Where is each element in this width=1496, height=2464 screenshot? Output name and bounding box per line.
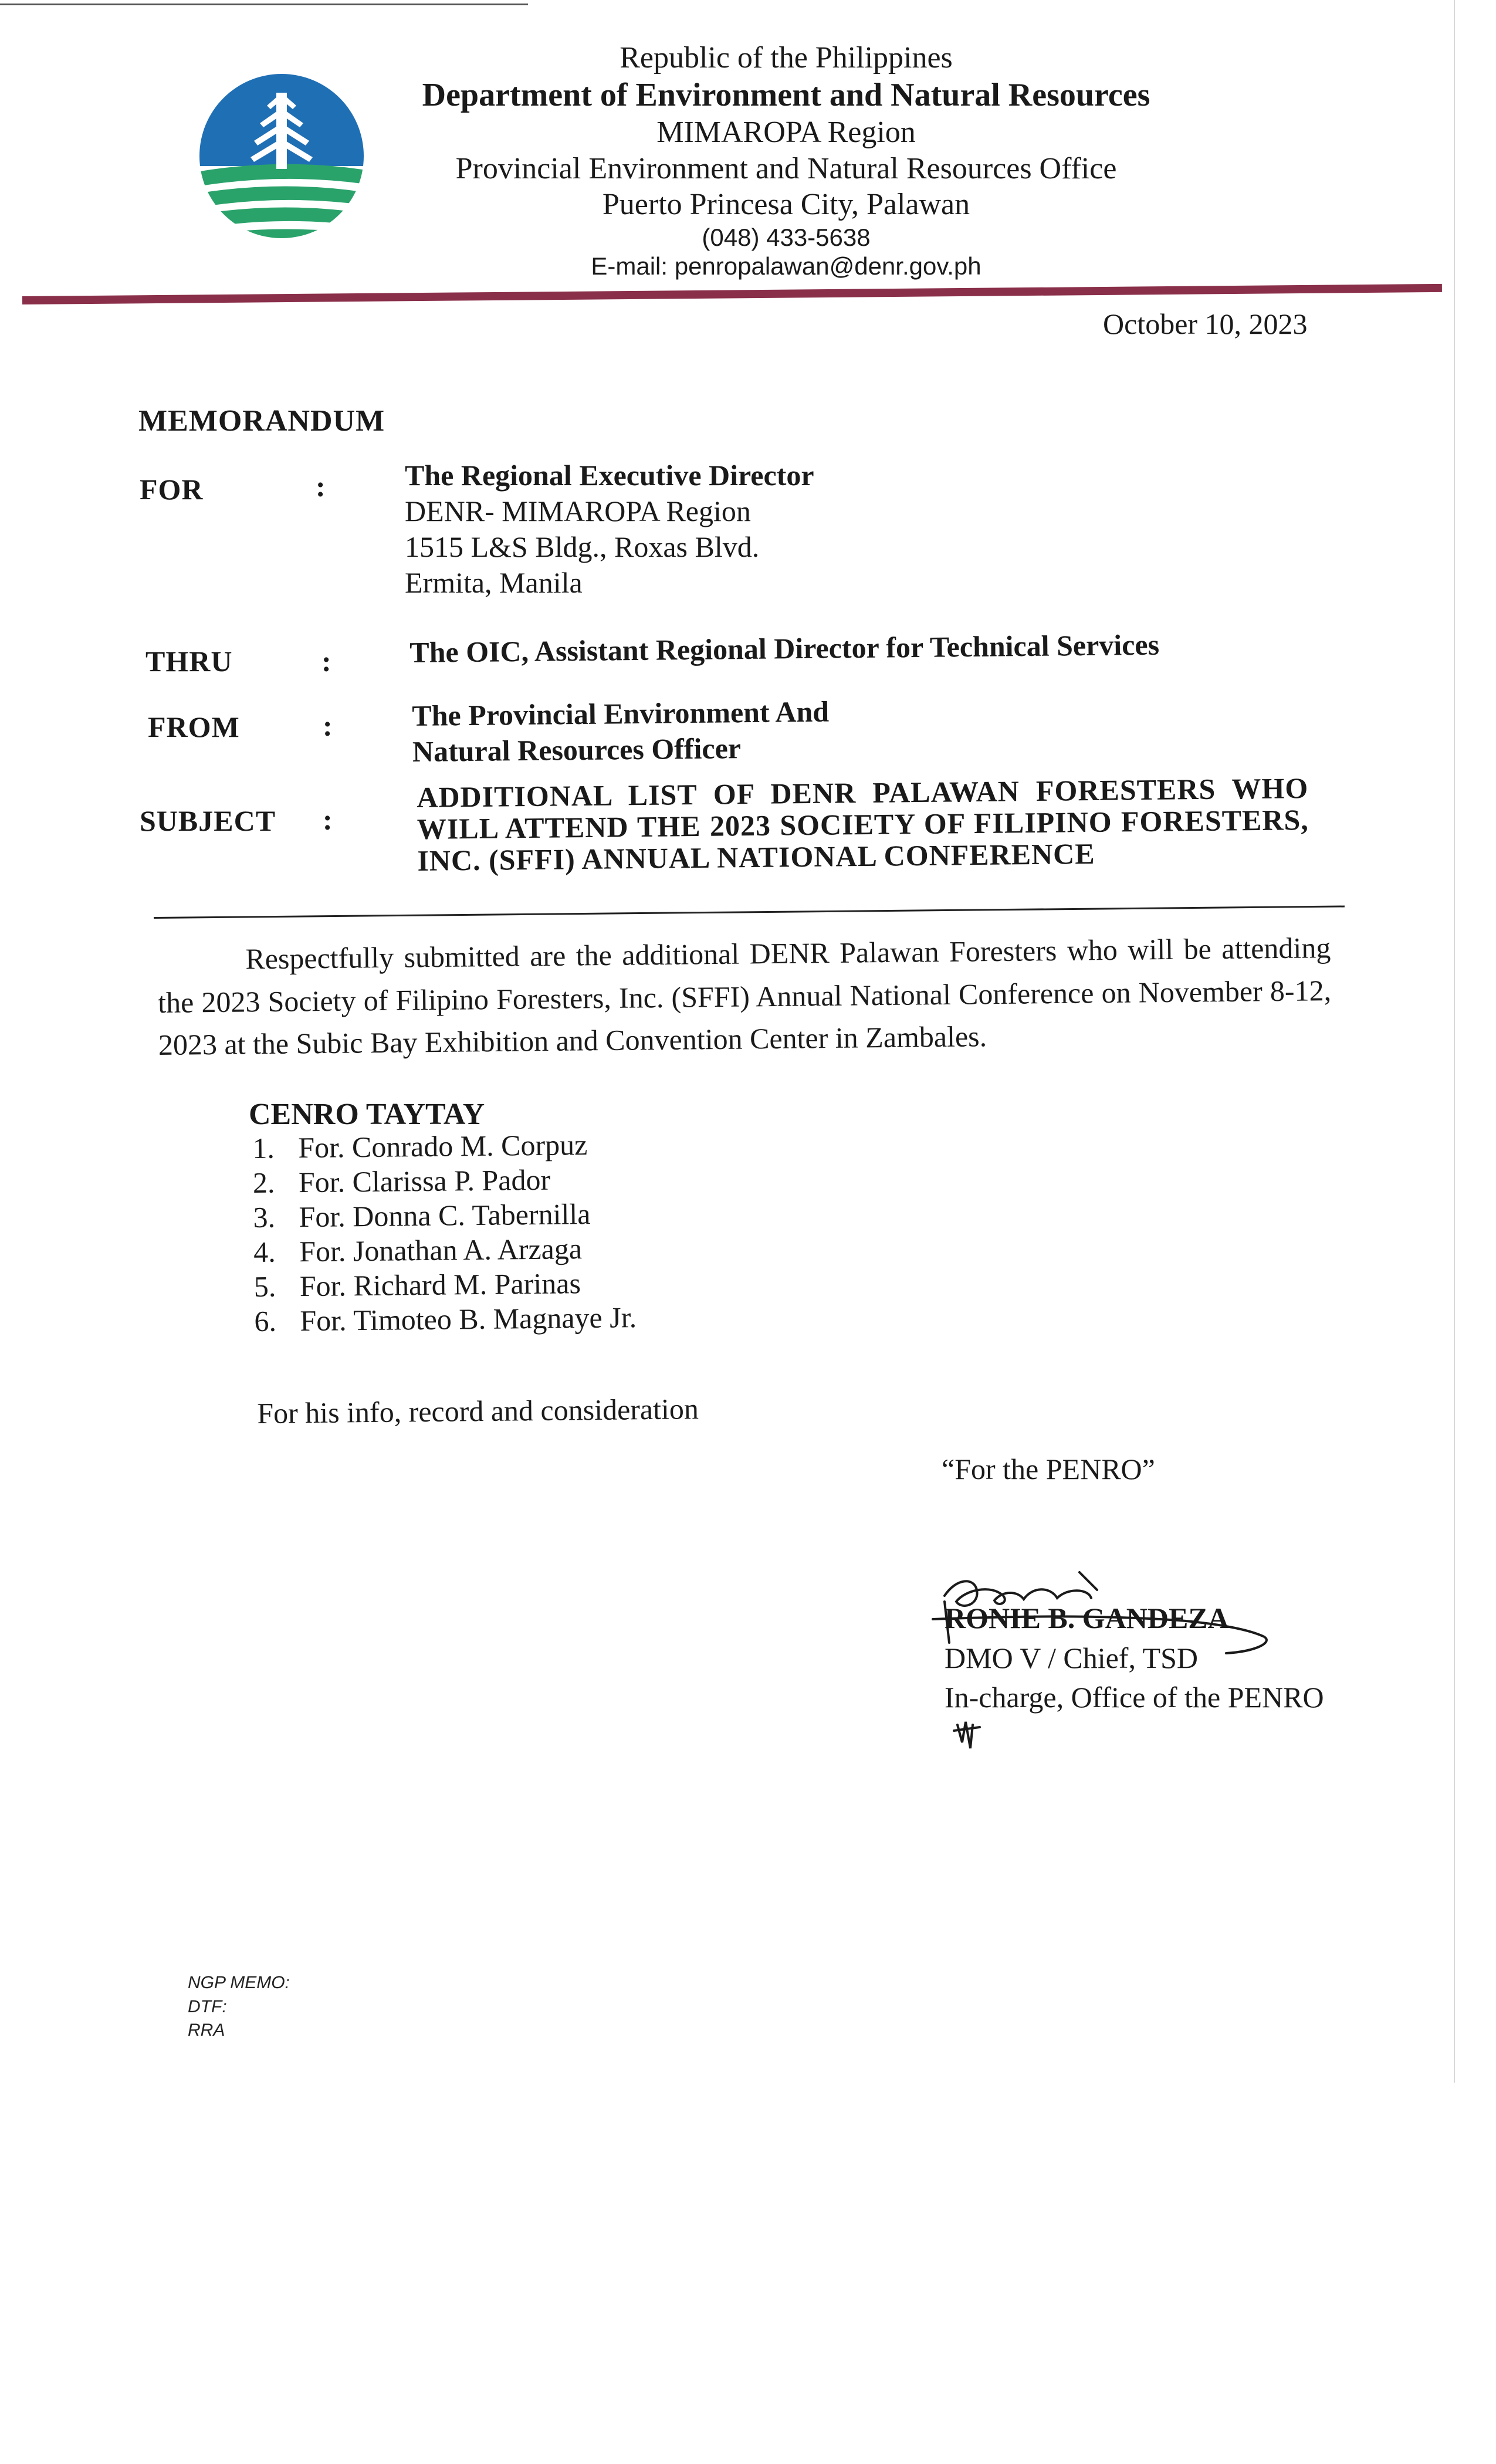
footnote-line: RRA: [188, 2020, 225, 2040]
header-email: E-mail: penropalawan@denr.gov.ph: [591, 252, 981, 280]
footnote-line: NGP MEMO:: [188, 1973, 290, 1992]
header-phone: (048) 433-5638: [702, 223, 871, 251]
list-item-name: For. Donna C. Tabernilla: [299, 1197, 591, 1234]
signatory-name: RONIE B. GANDEZA: [945, 1602, 1229, 1634]
list-item: [253, 1196, 635, 1235]
header-city: Puerto Princesa City, Palawan: [602, 188, 970, 222]
signatory-block: [945, 1599, 1324, 1718]
from-line: Natural Resources Officer: [412, 732, 742, 768]
list-item: [254, 1300, 637, 1339]
for-colon: :: [316, 470, 326, 503]
list-item-number: 2.: [252, 1166, 275, 1199]
letterhead-divider: [22, 284, 1442, 304]
body-paragraph: Respectfully submitted are the additional DENR Palawan Foresters who will be attending the 2023 Society of Filipino Foresters, Inc. (SFFI) Annual National Conference on November 8-12, 2023 at the Subic Bay Exhibition and Convention Center in Zambales.: [157, 931, 1332, 1061]
subject-value: ADDITIONAL LIST OF DENR PALAWAN FORESTERS WHO WILL ATTEND THE 2023 SOCIETY OF FILIPINO FORESTERS, INC. (SFFI) ANNUAL NATIONAL CONFERENCE: [416, 771, 1309, 877]
thru-colon: :: [321, 645, 331, 678]
for-recipient: [405, 458, 814, 601]
list-item-name: For. Clarissa P. Pador: [298, 1163, 551, 1199]
for-line: Ermita, Manila: [405, 566, 583, 599]
for-penro-line: “For the PENRO”: [942, 1453, 1155, 1485]
from-value: [412, 694, 830, 770]
list-item-number: 1.: [252, 1131, 275, 1165]
list-item-name: For. Richard M. Parinas: [299, 1267, 581, 1303]
list-item: [253, 1162, 635, 1200]
foresters-list: [252, 1127, 637, 1339]
footnote-line: DTF:: [188, 1996, 227, 2016]
from-line: The Provincial Environment And: [412, 695, 830, 732]
for-label: FOR: [140, 473, 204, 506]
list-item: [252, 1127, 635, 1166]
for-line: The Regional Executive Director: [405, 459, 814, 492]
list-item-number: 4.: [253, 1235, 276, 1268]
header-republic: Republic of the Philippines: [620, 41, 953, 75]
header-department: Department of Environment and Natural Resources: [422, 77, 1150, 114]
from-label: FROM: [148, 710, 240, 743]
memo-title: MEMORANDUM: [138, 404, 385, 438]
signatory-position: DMO V / Chief, TSD: [945, 1641, 1199, 1674]
subject-label: SUBJECT: [140, 804, 276, 837]
signatory-role: In-charge, Office of the PENRO: [945, 1681, 1324, 1714]
list-item-name: For. Conrado M. Corpuz: [298, 1128, 588, 1165]
list-item-name: For. Timoteo B. Magnaye Jr.: [300, 1301, 637, 1338]
thru-label: THRU: [145, 645, 233, 678]
closing-line: For his info, record and consideration: [257, 1392, 699, 1430]
for-line: DENR- MIMAROPA Region: [405, 495, 751, 527]
list-item-name: For. Jonathan A. Arzaga: [299, 1232, 583, 1268]
scan-artifact-right-edge: [1454, 0, 1455, 2083]
header-office: Provincial Environment and Natural Resources Office: [455, 151, 1117, 185]
list-item-number: 5.: [253, 1270, 276, 1303]
list-item: [253, 1265, 636, 1304]
scan-artifact-top-line: [0, 4, 528, 5]
memo-date: October 10, 2023: [1103, 307, 1308, 340]
list-item-number: 3.: [253, 1200, 276, 1234]
letterhead: [293, 40, 1279, 281]
subject-colon: :: [323, 803, 333, 836]
for-line: 1515 L&S Bldg., Roxas Blvd.: [405, 530, 760, 563]
footnotes: [188, 1971, 290, 2043]
from-colon: :: [323, 709, 333, 742]
header-region: MIMAROPA Region: [656, 116, 916, 150]
thru-value: The OIC, Assistant Regional Director for Technical Services: [409, 628, 1160, 669]
list-item: [253, 1231, 636, 1270]
list-item-number: 6.: [254, 1304, 277, 1338]
cenro-heading: CENRO TAYTAY: [249, 1098, 485, 1131]
subject-divider: [154, 906, 1345, 919]
